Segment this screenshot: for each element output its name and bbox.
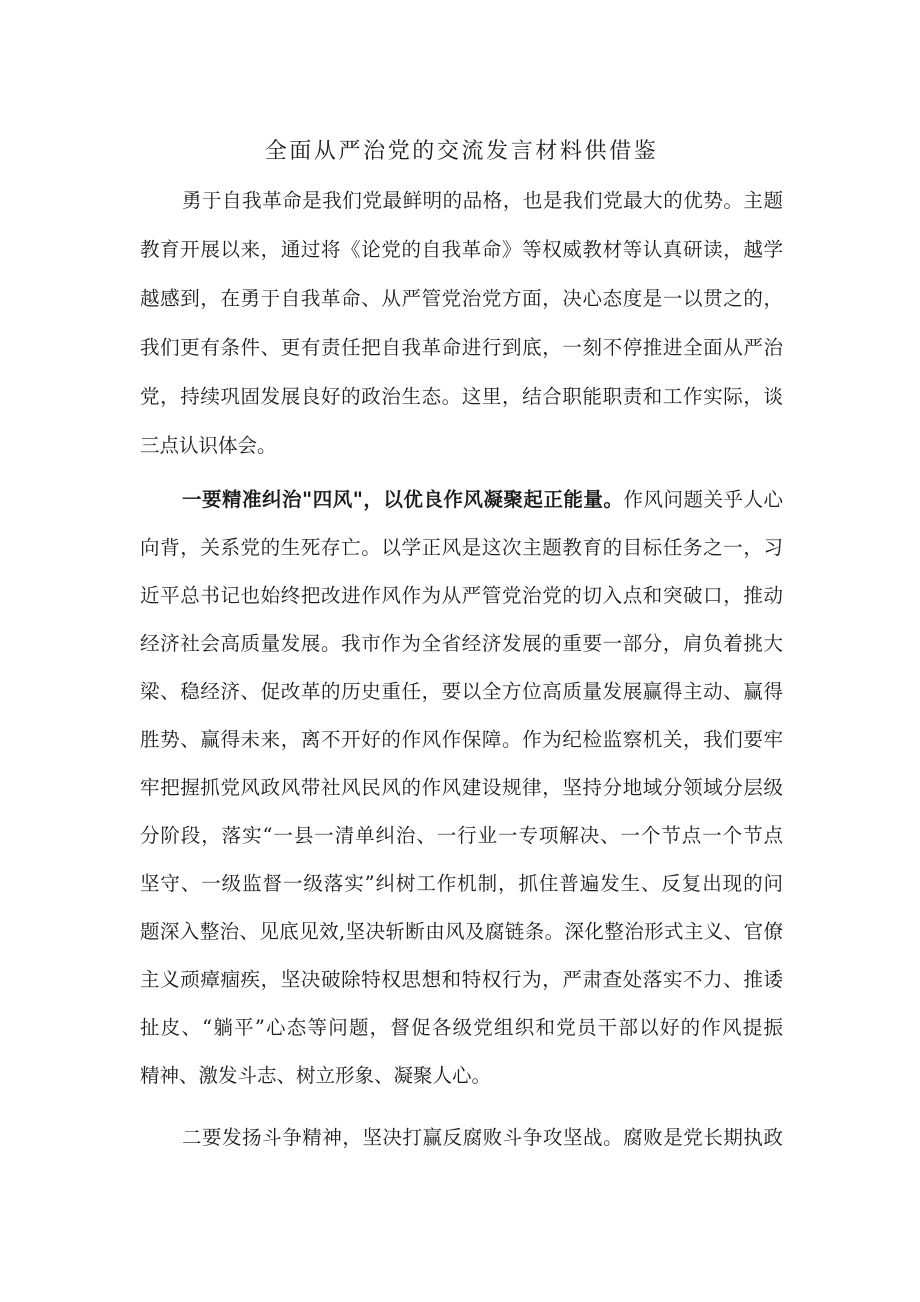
text-line: 坚守、一级监督一级落实”纠树工作机制，抓住普遍发生、反复出现的问 <box>140 872 783 895</box>
text-line: 主义顽瘴痼疾，坚决破除特权思想和特权行为，严肃查处落实不力、推诿 <box>140 968 783 991</box>
text-line: 近平总书记也始终把改进作风作为从严管党治党的切入点和突破口，推动 <box>140 584 783 607</box>
text-line: 梁、稳经济、促改革的历史重任，要以全方位高质量发展赢得主动、赢得 <box>140 680 783 703</box>
text-line: 分阶段，落实“一县一清单纠治、一行业一专项解决、一个节点一个节点 <box>140 824 783 847</box>
text-line: 胜势、赢得未来，离不开好的作风作保障。作为纪检监察机关，我们要牢 <box>140 728 783 751</box>
text-line: 三点认识体会。 <box>140 434 277 457</box>
text-span: 腐败是党长期执政 <box>623 1126 783 1149</box>
text-line: 经济社会高质量发展。我市作为全省经济发展的重要一部分，肩负着挑大 <box>140 632 783 655</box>
section-heading: 一要精准纠治"四风"，以优良作风凝聚起正能量。 <box>182 488 624 511</box>
text-line: 勇于自我革命是我们党最鲜明的品格，也是我们党最大的优势。主题 <box>182 189 783 212</box>
text-line: 教育开展以来，通过将《论党的自我革命》等权威教材等认真研读，越学 <box>140 238 783 261</box>
paragraph-intro <box>140 176 783 470</box>
text-line: 越感到，在勇于自我革命、从严管党治党方面，决心态度是一以贯之的， <box>140 287 783 310</box>
text-line: 精神、激发斗志、树立形象、凝聚人心。 <box>140 1064 492 1087</box>
paragraph-section-two <box>140 1114 783 1162</box>
text-line: 扯皮、“躺平”心态等问题，督促各级党组织和党员干部以好的作风提振 <box>140 1016 783 1039</box>
text-line: 牢把握抓党风政风带社风民风的作风建设规律，坚持分地域分领域分层级 <box>140 776 783 799</box>
text-line: 我们更有条件、更有责任把自我革命进行到底，一刻不停推进全面从严治 <box>140 336 783 359</box>
text-line <box>140 1114 783 1162</box>
text-line: 向背，关系党的生死存亡。以学正风是这次主题教育的目标任务之一，习 <box>140 536 783 559</box>
text-span: 作风问题关乎人心 <box>623 488 783 511</box>
text-line: 党，持续巩固发展良好的政治生态。这里，结合职能职责和工作实际，谈 <box>140 385 783 408</box>
paragraph-section-one <box>140 476 783 1100</box>
text-line <box>140 476 783 524</box>
section-heading: 二要发扬斗争精神，坚决打赢反腐败斗争攻坚战。 <box>182 1126 624 1149</box>
document-title: 全面从严治党的交流发言材料供借鉴 <box>264 139 659 164</box>
text-line: 题深入整治、见底见效,坚决斩断由风及腐链条。深化整治形式主义、官僚 <box>140 920 783 943</box>
